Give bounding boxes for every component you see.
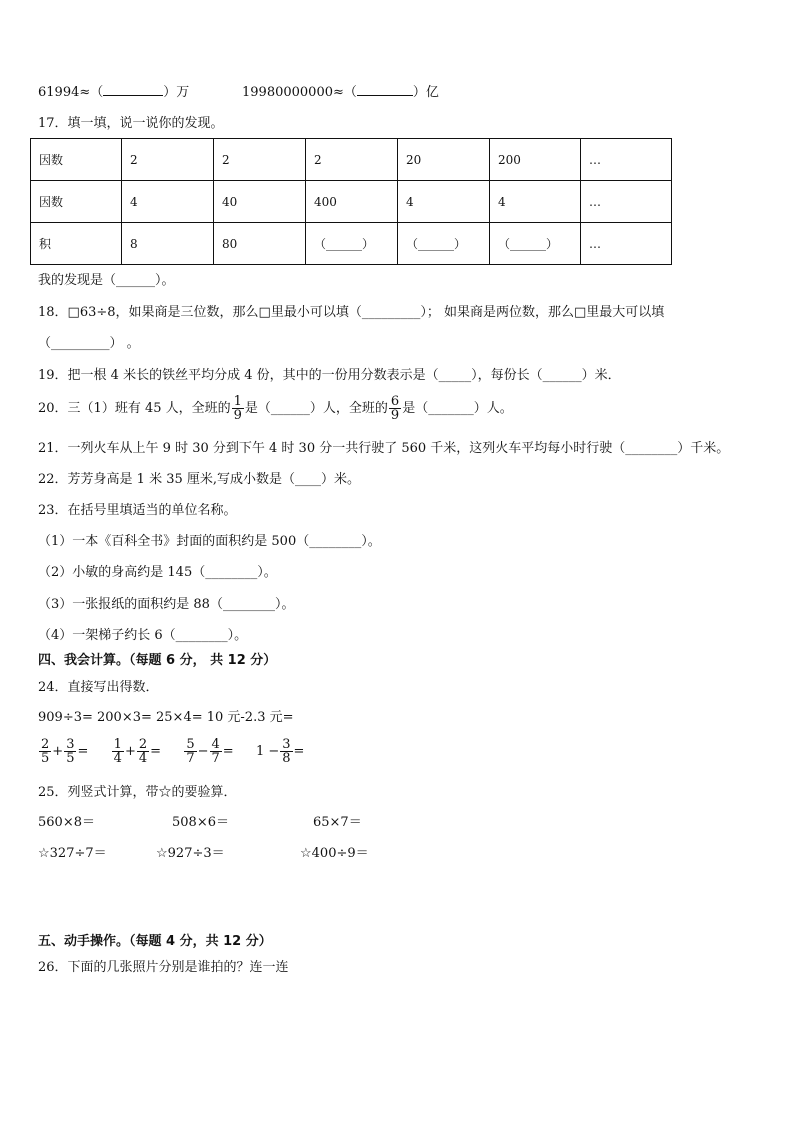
fraction-expression: 1 − $\frac{3}{8}$ = <box>255 737 305 766</box>
fraction-expression: $\frac{1}{4}$ + $\frac{2}{4}$ = <box>113 737 162 766</box>
q18-line2[interactable]: （_________） 。 <box>38 336 140 351</box>
q17-table <box>30 138 672 265</box>
q23-title: 23．在括号里填适当的单位名称。 <box>38 503 237 518</box>
answer-cell[interactable]: （______） <box>306 223 398 265</box>
table-cell: 2 <box>122 139 214 181</box>
calc-item: 65×7＝ <box>313 815 362 830</box>
table-cell: 因数 <box>31 181 122 223</box>
q19: 19．把一根 4 米长的铁丝平均分成 4 份，其中的一份用分数表示是（_____），每份长（______）米． <box>38 368 621 383</box>
answer-blank[interactable] <box>103 83 163 96</box>
section-4-heading: 四、我会计算。（每题 6 分， 共 12 分） <box>38 653 277 668</box>
q18-line1: 18．□63÷8，如果商是三位数，那么□里最小可以填（_________）； 如果商是两位数，那么□里最大可以填 <box>38 305 665 320</box>
calc-item: ☆327÷7＝ <box>38 846 107 861</box>
table-cell: 积 <box>31 223 122 265</box>
answer-blank[interactable] <box>357 83 413 96</box>
table-cell: … <box>581 181 672 223</box>
q16-part-b: 19980000000≈（ ）亿 <box>242 85 439 100</box>
fraction: $\frac{6}{9}$ <box>390 394 400 423</box>
table-cell: 4 <box>490 181 581 223</box>
calc-item: 560×8＝ <box>38 815 95 830</box>
calc-item: 508×6＝ <box>172 815 229 830</box>
table-row <box>31 139 672 181</box>
q24-row2 <box>38 736 304 768</box>
q25-title: 25．列竖式计算，带☆的要验算． <box>38 785 237 800</box>
q17-title: 17．填一填，说一说你的发现。 <box>38 116 224 131</box>
q20: 20．三（1）班有 45 人，全班的 $\frac{1}{9}$ 是（______）人，全班的 $\frac{6}{9}$ 是（_______）人。 <box>38 394 513 423</box>
table-cell: 40 <box>214 181 306 223</box>
q22: 22．芳芳身高是 1 米 35 厘米,写成小数是（____）米。 <box>38 472 361 487</box>
fraction-expression: $\frac{5}{7}$ − $\frac{4}{7}$ = <box>186 737 234 766</box>
q23-item: （2）小敏的身高约是 145（________）。 <box>38 565 277 580</box>
table-cell: 因数 <box>31 139 122 181</box>
table-cell: … <box>581 223 672 265</box>
q23-item: （3）一张报纸的面积约是 88（________）。 <box>38 597 295 612</box>
table-cell: 2 <box>214 139 306 181</box>
q26: 26．下面的几张照片分别是谁拍的？连一连 <box>38 960 289 975</box>
table-cell: 4 <box>398 181 490 223</box>
fraction-expression: $\frac{2}{5}$ + $\frac{3}{5}$ = <box>41 737 89 766</box>
q23-item: （4）一架梯子约长 6（________）。 <box>38 628 248 643</box>
table-cell: 80 <box>214 223 306 265</box>
table-row <box>31 181 672 223</box>
q24-title: 24．直接写出得数． <box>38 680 159 695</box>
table-cell: 2 <box>306 139 398 181</box>
q17-finding[interactable]: 我的发现是（______）。 <box>38 273 175 288</box>
table-cell: 20 <box>398 139 490 181</box>
calc-item: ☆927÷3＝ <box>156 846 225 861</box>
calc-item: ☆400÷9＝ <box>300 846 369 861</box>
table-cell: 8 <box>122 223 214 265</box>
section-5-heading: 五、动手操作。（每题 4 分，共 12 分） <box>38 934 272 949</box>
q24-row1: 909÷3= 200×3= 25×4= 10 元-2.3 元= <box>38 710 294 725</box>
answer-cell[interactable]: （______） <box>398 223 490 265</box>
table-cell: 200 <box>490 139 581 181</box>
answer-cell[interactable]: （______） <box>490 223 581 265</box>
fraction: $\frac{1}{9}$ <box>233 394 242 423</box>
q16-part-a: 61994≈（ ）万 <box>38 85 190 100</box>
table-cell: 4 <box>122 181 214 223</box>
table-row <box>31 223 672 265</box>
q21: 21．一列火车从上午 9 时 30 分到下午 4 时 30 分一共行驶了 560 千米，这列火车平均每小时行驶（________）千米。 <box>38 441 730 456</box>
q23-item: （1）一本《百科全书》封面的面积约是 500（________）。 <box>38 534 381 549</box>
table-cell: … <box>581 139 672 181</box>
table-cell: 400 <box>306 181 398 223</box>
